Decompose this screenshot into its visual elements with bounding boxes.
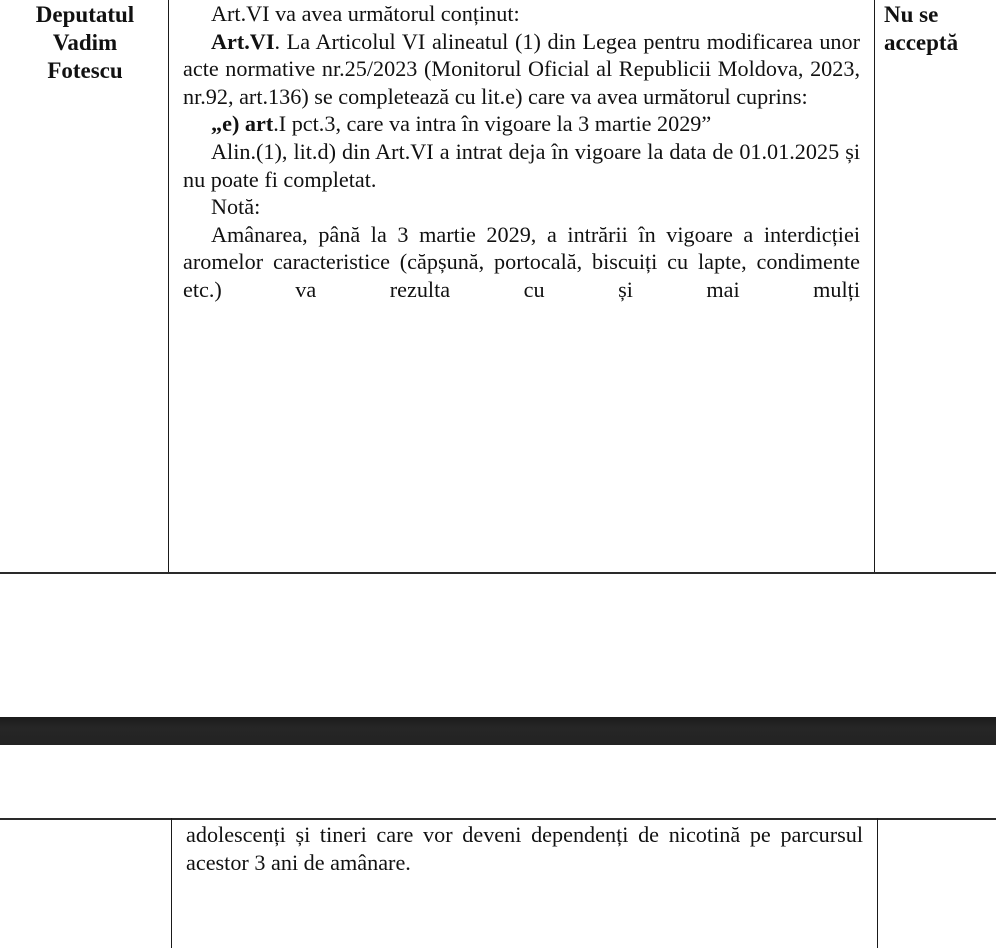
paragraph-text: . La Articolul VI alineatul (1) din Legea pentru modificarea unor acte normative nr.25/2023 (Monitorul Oficial al Republicii Moldova, 2023, nr.92, art.136) se completează cu lit.e) care va avea următorul cuprins:: [183, 28, 860, 109]
author-cell: [0, 0, 168, 573]
paragraph: adolescenți și tineri care vor deveni dependenți de nicotină pe parcursul acestor 3 ani de amânare.: [186, 822, 863, 875]
proposal-cell: [171, 818, 878, 948]
author-line: Vadim: [52, 30, 118, 55]
paragraph: Amânarea, până la 3 martie 2029, a intrării în vigoare a interdicției aromelor caracteristice (căpșună, portocală, biscuiți cu lapte, condimente etc.) va rezulta cu și mai mulți: [183, 221, 860, 302]
paragraph: Art.VI va avea următorul conținut:: [211, 1, 520, 26]
author-line: Deputatul: [35, 2, 135, 27]
paragraph: [183, 28, 860, 111]
author-cell: [0, 818, 168, 948]
proposal-cell: [168, 0, 875, 573]
paragraph: Notă:: [211, 194, 261, 220]
paragraph: Alin.(1), lit.d) din Art.VI a intrat deja în vigoare la data de 01.01.2025 și nu poate fi completat.: [183, 138, 860, 192]
decision-line: Nu se: [884, 2, 939, 27]
bold-reference: „e) art: [211, 111, 274, 137]
decision-line: acceptă: [884, 30, 959, 55]
page-separator: [0, 717, 996, 745]
author-line: Fotescu: [47, 58, 123, 83]
decision-text: [875, 0, 996, 57]
table-bottom-border: [0, 572, 996, 574]
decision-cell: [875, 0, 996, 573]
author-name: [0, 0, 168, 85]
paragraph-text: .I pct.3, care va intra în vigoare la 3 martie 2029”: [273, 111, 712, 137]
table-row: [0, 818, 996, 948]
paragraph: [183, 110, 860, 138]
bold-reference: Art.VI: [211, 28, 275, 54]
document-page-2: [0, 818, 996, 948]
decision-cell: [875, 818, 996, 948]
